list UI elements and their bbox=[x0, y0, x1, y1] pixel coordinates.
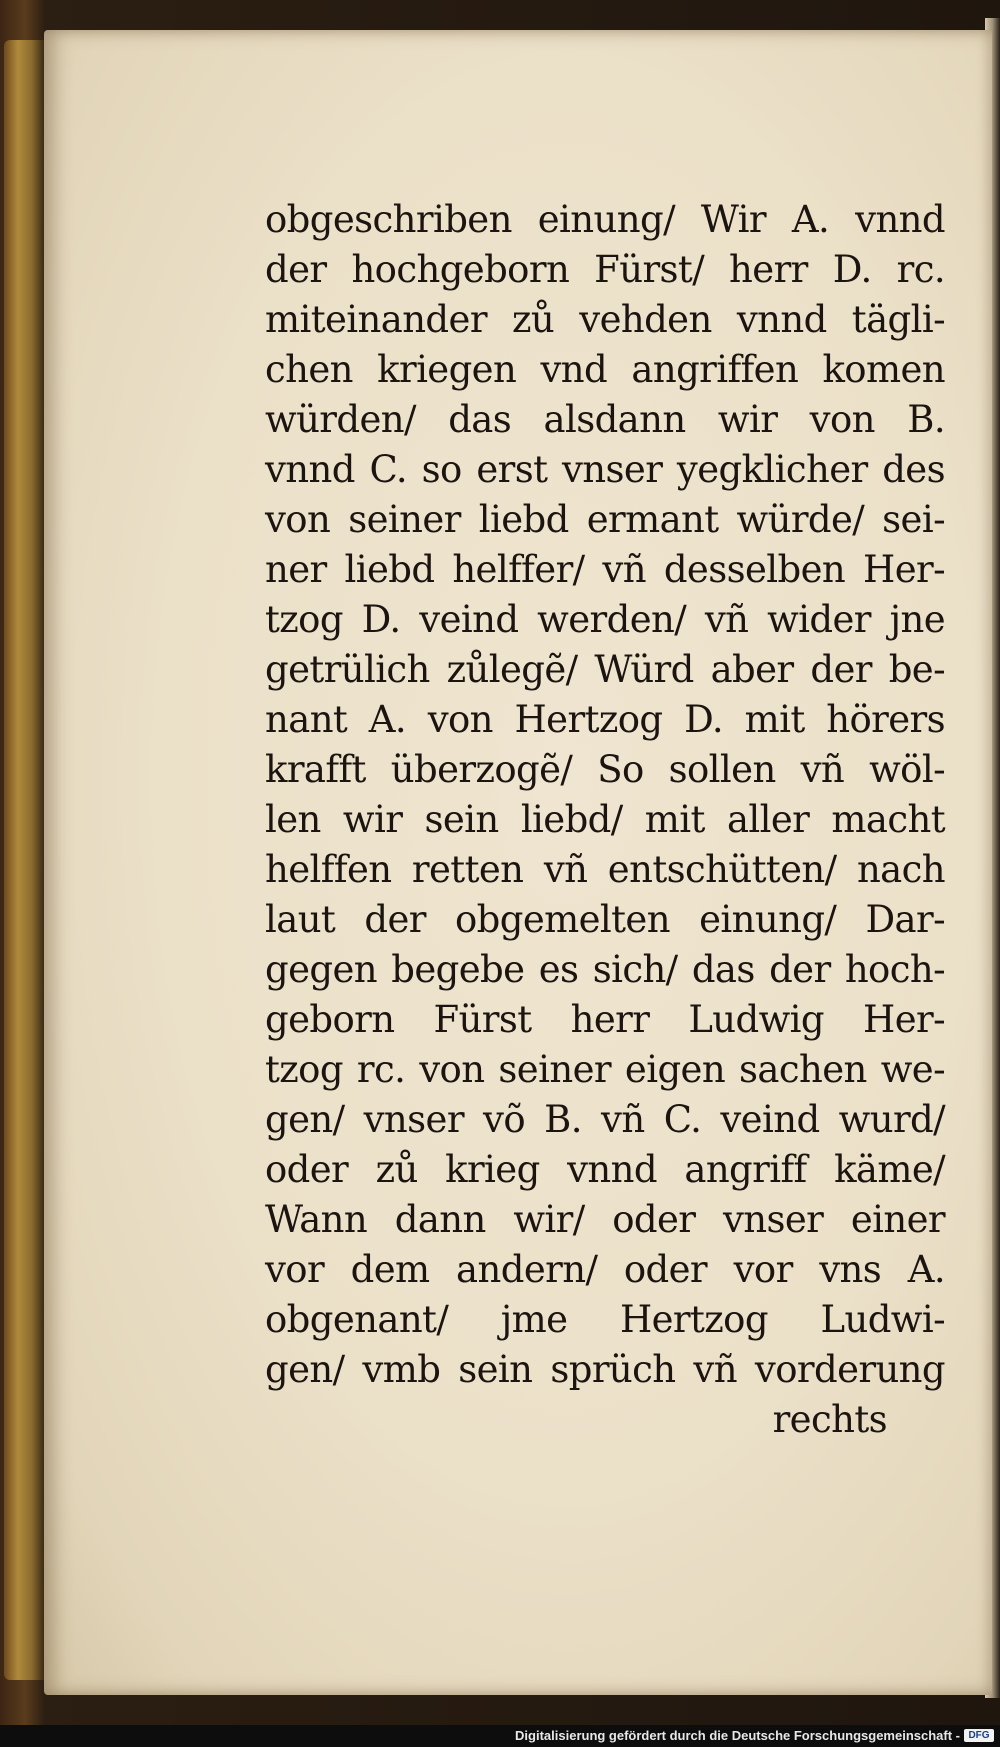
text-line: der hochgeborn Fürst/ herr D. rc. bbox=[265, 248, 945, 291]
text-line: tzog D. veind werden/ vñ wider jne bbox=[265, 598, 945, 641]
text-line: helffen retten vñ entschütten/ nach bbox=[265, 848, 945, 891]
text-line: tzog rc. von seiner eigen sachen we- bbox=[265, 1048, 945, 1091]
text-line: getrülich zůlegẽ/ Würd aber der be- bbox=[265, 648, 945, 691]
text-line: gen/ vmb sein sprüch vñ vorderung bbox=[265, 1348, 945, 1391]
text-line: krafft überzogẽ/ So sollen vñ wöl- bbox=[265, 748, 945, 791]
dfg-logo: DFG bbox=[964, 1729, 994, 1742]
text-line: geborn Fürst herr Ludwig Her- bbox=[265, 998, 945, 1041]
text-line: obgeschriben einung/ Wir A. vnnd bbox=[265, 198, 945, 241]
text-line: gegen begebe es sich/ das der hoch- bbox=[265, 948, 945, 991]
text-line: würden/ das alsdann wir von B. bbox=[265, 398, 945, 441]
text-line: laut der obgemelten einung/ Dar- bbox=[265, 898, 945, 941]
book-spine-edge bbox=[4, 40, 44, 1680]
text-line: miteinander zů vehden vnnd tägli- bbox=[265, 298, 945, 341]
text-line: Wann dann wir/ oder vnser einer bbox=[265, 1198, 945, 1241]
text-line: gen/ vnser võ B. vñ C. veind wurd/ bbox=[265, 1098, 945, 1141]
page-text-block bbox=[265, 195, 945, 1445]
text-line: obgenant/ jme Hertzog Ludwi- bbox=[265, 1298, 945, 1341]
text-line: vnnd C. so erst vnser yegklicher des bbox=[265, 448, 945, 491]
text-line: nant A. von Hertzog D. mit hörers bbox=[265, 698, 945, 741]
text-line: vor dem andern/ oder vor vns A. bbox=[265, 1248, 945, 1291]
text-line: ner liebd helffer/ vñ desselben Her- bbox=[265, 548, 945, 591]
text-line: len wir sein liebd/ mit aller macht bbox=[265, 798, 945, 841]
catchword: rechts bbox=[772, 1398, 887, 1441]
text-line: von seiner liebd ermant würde/ sei- bbox=[265, 498, 945, 541]
text-line: chen kriegen vnd angriffen komen bbox=[265, 348, 945, 391]
text-line: oder zů krieg vnnd angriff käme/ bbox=[265, 1148, 945, 1191]
funding-credit: Digitalisierung gefördert durch die Deutsche Forschungsgemeinschaft - bbox=[515, 1728, 960, 1743]
